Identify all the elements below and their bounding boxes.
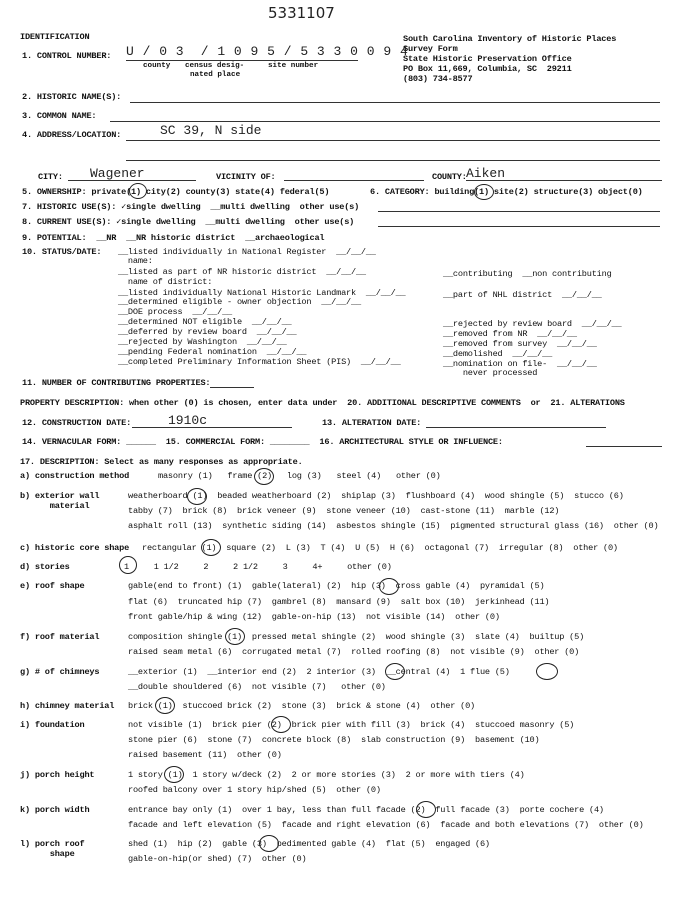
desc-options: tabby (7) brick (8) brick veneer (9) stone veneer (10) cast-stone (11) marble (12) <box>128 506 560 516</box>
current-use-line: 8. CURRENT USE(S): ✓single dwelling __multi dwelling other use(s) <box>22 217 355 227</box>
status-item: name of district: <box>118 277 213 287</box>
construction-date-value[interactable]: 1910c <box>168 413 208 428</box>
circle-mark <box>225 628 245 645</box>
status-item: __pending Federal nomination __/__/__ <box>118 347 307 357</box>
agency-line: Survey Form <box>403 44 458 54</box>
status-item: __contributing __non contributing <box>443 269 612 279</box>
desc-options: stone pier (6) stone (7) concrete block (8) slab construction (9) basement (10) <box>128 735 540 745</box>
agency-line: (803) 734-8577 <box>403 74 473 84</box>
status-item: __listed individually in National Register __/__/__ <box>118 247 376 257</box>
status-item: __demolished __/__/__ <box>443 349 553 359</box>
desc-options: __double shouldered (6) not visible (7) other (0) <box>128 682 386 692</box>
status-item: name: <box>118 256 153 266</box>
circle-mark <box>385 663 405 680</box>
alteration-date-field[interactable] <box>426 427 606 428</box>
desc-options: gable-on-hip(or shed) (7) other (0) <box>128 854 307 864</box>
status-item: __removed from survey __/__/__ <box>443 339 597 349</box>
address-label: 4. ADDRESS/LOCATION: <box>22 130 122 140</box>
status-item: __completed Preliminary Information Sheet (PIS) __/__/__ <box>118 357 401 367</box>
desc-label: h) chimney material <box>20 701 115 711</box>
alteration-date-label: 13. ALTERATION DATE: <box>322 418 422 428</box>
control-number-label: 1. CONTROL NUMBER: <box>22 51 112 61</box>
circle-mark <box>187 488 207 505</box>
agency-line: PO Box 11,669, Columbia, SC 29211 <box>403 64 572 74</box>
control-sub-site: site number <box>268 62 319 70</box>
desc-label: f) roof material <box>20 632 100 642</box>
potential-line: 9. POTENTIAL: __NR __NR historic district __archaeological <box>22 233 325 243</box>
status-item: __deferred by review board __/__/__ <box>118 327 297 337</box>
city-label: CITY: <box>38 172 63 182</box>
status-item: __determined eligible - owner objection __/__/__ <box>118 297 361 307</box>
status-item: __part of NHL district __/__/__ <box>443 290 602 300</box>
desc-label: d) stories <box>20 562 70 572</box>
construction-date-line <box>132 427 292 428</box>
circle-mark <box>201 539 221 556</box>
circle-mark <box>155 697 175 714</box>
common-name-label: 3. COMMON NAME: <box>22 111 97 121</box>
vicinity-line[interactable] <box>284 180 424 181</box>
desc-label: g) # of chimneys <box>20 667 100 677</box>
circle-mark <box>536 663 558 680</box>
city-line <box>68 180 196 181</box>
status-item: __determined NOT eligible __/__/__ <box>118 317 292 327</box>
desc-options: 1 1 1/2 2 2 1/2 3 4+ other (0) <box>124 562 392 572</box>
desc-options: front gable/hip & wing (12) gable-on-hip (13) not visible (14) other (0) <box>128 612 500 622</box>
contributing-properties-field[interactable] <box>210 387 254 388</box>
status-item: never processed <box>443 368 538 378</box>
desc-label: k) porch width <box>20 805 90 815</box>
desc-options: rectangular (1) square (2) L (3) T (4) U (5) H (6) octagonal (7) irregular (8) other (0) <box>142 543 618 553</box>
desc-options: brick (1) stuccoed brick (2) stone (3) brick & stone (4) other (0) <box>128 701 475 711</box>
property-description-note: PROPERTY DESCRIPTION: when other (0) is chosen, enter data under 20. ADDITIONAL DESCRIPTIVE COMMENTS or 21. ALTERATIONS <box>20 398 625 408</box>
county-value[interactable]: Aiken <box>466 166 506 181</box>
desc-options: facade and left elevation (5) facade and right elevation (6) facade and both elevations (7) other (0) <box>128 820 644 830</box>
city-value[interactable]: Wagener <box>90 166 145 181</box>
ownership-line: 5. OWNERSHIP: private(1) city(2) county(3) state(4) federal(5) <box>22 187 330 197</box>
circle-mark <box>474 184 494 200</box>
control-sub-census2: nated place <box>190 71 241 79</box>
desc-options: __exterior (1) __interior end (2) 2 interior (3) __central (4) 1 flue (5) <box>128 667 510 677</box>
status-label: 10. STATUS/DATE: <box>22 247 102 257</box>
circle-mark <box>119 556 137 574</box>
desc-label: i) foundation <box>20 720 85 730</box>
county-label: COUNTY: <box>432 172 467 182</box>
desc-label: e) roof shape <box>20 581 85 591</box>
status-item: __nomination on file- __/__/__ <box>443 359 597 369</box>
contributing-properties-label: 11. NUMBER OF CONTRIBUTING PROPERTIES: <box>22 378 211 388</box>
control-sub-county: county <box>143 62 171 70</box>
style-field[interactable] <box>586 446 662 447</box>
desc-options: gable(end to front) (1) gable(lateral) (2) hip (3) cross gable (4) pyramidal (5) <box>128 581 545 591</box>
circle-mark <box>129 183 147 199</box>
address-value[interactable]: SC 39, N side <box>160 123 262 138</box>
status-item: __listed as part of NR historic district __/__/__ <box>118 267 366 277</box>
circle-mark <box>259 835 279 852</box>
desc-label: l) porch roof shape <box>20 839 85 859</box>
description-intro: 17. DESCRIPTION: Select as many responses as appropriate. <box>20 457 303 467</box>
desc-label: c) historic core shape <box>20 543 130 553</box>
construction-date-label: 12. CONSTRUCTION DATE: <box>22 418 132 428</box>
status-item: __DOE process __/__/__ <box>118 307 233 317</box>
desc-options: not visible (1) brick pier (2) brick pier with fill (3) brick (4) stuccoed masonry (5) <box>128 720 575 730</box>
historic-use-other[interactable] <box>378 211 660 212</box>
category-line: 6. CATEGORY: building(1) site(2) structure(3) object(0) <box>370 187 643 197</box>
desc-label: b) exterior wall material <box>20 491 100 511</box>
status-item: __listed individually National Historic Landmark __/__/__ <box>118 288 406 298</box>
desc-label: j) porch height <box>20 770 95 780</box>
desc-options: 1 story (1) 1 story w/deck (2) 2 or more stories (3) 2 or more with tiers (4) <box>128 770 525 780</box>
historic-names-field[interactable] <box>130 102 660 103</box>
vicinity-label: VICINITY OF: <box>216 172 276 182</box>
control-number-line <box>126 60 358 61</box>
circle-mark <box>164 766 184 783</box>
address-field-2 <box>126 160 660 161</box>
desc-options: asphalt roll (13) synthetic siding (14) asbestos shingle (15) pigmented structural glass (16) other (0) <box>128 521 659 531</box>
circle-mark <box>254 468 274 485</box>
county-line <box>466 180 662 181</box>
historic-use-line: 7. HISTORIC USE(S): ✓single dwelling __multi dwelling other use(s) <box>22 202 360 212</box>
control-number-value[interactable]: U / 0 3 / 1 0 9 5 / 5 3 3 0 0 9 4 <box>126 44 409 59</box>
desc-options: raised seam metal (6) corrugated metal (7) rolled roofing (8) not visible (9) other (0) <box>128 647 580 657</box>
common-name-field[interactable] <box>110 121 660 122</box>
desc-options: weatherboard (1) beaded weatherboard (2) shiplap (3) flushboard (4) wood shingle (5) stucco (6) <box>128 491 624 501</box>
desc-options: flat (6) truncated hip (7) gambrel (8) mansard (9) salt box (10) jerkinhead (11) <box>128 597 550 607</box>
section-identification: IDENTIFICATION <box>20 32 90 42</box>
agency-line: South Carolina Inventory of Historic Places <box>403 34 617 44</box>
circle-mark <box>271 716 291 733</box>
desc-label: a) construction method <box>20 471 130 481</box>
circle-mark <box>416 801 436 818</box>
desc-options: composition shingle (1) pressed metal shingle (2) wood shingle (3) slate (4) builtup (5) <box>128 632 585 642</box>
desc-options: raised basement (11) other (0) <box>128 750 282 760</box>
agency-line: State Historic Preservation Office <box>403 54 572 64</box>
handwritten-number: 5331107 <box>268 4 335 22</box>
status-item: __rejected by review board __/__/__ <box>443 319 622 329</box>
desc-options: masonry (1) frame (2) log (3) steel (4) other (0) <box>158 471 441 481</box>
address-field <box>126 140 660 141</box>
status-item: __rejected by Washington __/__/__ <box>118 337 287 347</box>
status-item: __removed from NR __/__/__ <box>443 329 577 339</box>
control-sub-census: census desig- <box>185 62 245 70</box>
vernacular-line: 14. VERNACULAR FORM: ______ 15. COMMERCIAL FORM: ________ 16. ARCHITECTURAL STYLE OR INFLUENCE: <box>22 437 503 447</box>
current-use-other[interactable] <box>378 226 660 227</box>
desc-options: roofed balcony over 1 story hip/shed (5) other (0) <box>128 785 381 795</box>
circle-mark <box>379 578 399 595</box>
historic-names-label: 2. HISTORIC NAME(S): <box>22 92 122 102</box>
desc-options: shed (1) hip (2) gable (3) pedimented gable (4) flat (5) engaged (6) <box>128 839 490 849</box>
desc-options: entrance bay only (1) over 1 bay, less than full facade (2) full facade (3) porte cochere (4) <box>128 805 604 815</box>
